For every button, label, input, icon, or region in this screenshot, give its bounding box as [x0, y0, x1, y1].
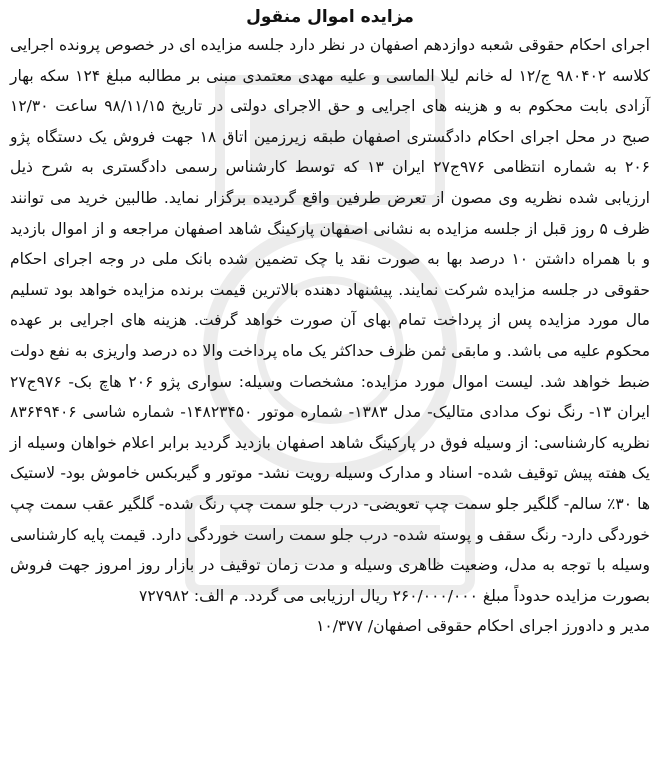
auction-notice: [10, 0, 650, 642]
notice-signature: مدیر و دادورز اجرای احکام حقوقی اصفهان/ ۱۰/۳۷۷: [316, 617, 650, 636]
notice-body: اجرای احکام حقوقی شعبه دوازدهم اصفهان در نظر دارد جلسه مزایده ای در خصوص پرونده اجرایی کلاسه ۹۸۰۴۰۲ ج/۱۲ له خانم لیلا الماسی و علیه مهدی معتمدی مبنی بر مطالبه مبلغ ۱۲۴ سکه بهار آزادی بابت محکوم به و هزینه های اجرایی و حق الاجرای دولتی در تاریخ ۹۸/۱۱/۱۵ ساعت ۱۲/۳۰ صبح در محل اجرای احکام دادگستری اصفهان طبقه زیرزمین اتاق ۱۸ جهت فروش یک دستگاه پژو ۲۰۶ به شماره انتظامی ۹۷۶ج۲۷ ایران ۱۳ که توسط کارشناس رسمی دادگستری به شرح ذیل ارزیابی شده نظریه وی مصون از تعرض طرفین واقع گردیده برگزار نماید. طالبین خرید می توانند ظرف ۵ روز قبل از جلسه مزایده به نشانی اصفهان پارکینگ شاهد اصفهان مراجعه و از اموال بازدید و با همراه داشتن ۱۰ درصد بها به صورت نقد یا چک تضمین شده بانک ملی در وجه اجرای احکام حقوقی در جلسه مزایده شرکت نمایند. پیشنهاد دهنده بالاترین قیمت برنده مزایده خواهد بود تسلیم مال مورد مزایده پس از پرداخت تمام بهای آن صورت خواهد گرفت. هزینه های اجرایی بر عهده محکوم علیه می باشد. و مابقی ثمن ظرف حداکثر یک ماه پرداخت والا ده درصد واریزی به نفع دولت ضبط خواهد شد. لیست اموال مورد مزایده: مشخصات وسیله: سواری پژو ۲۰۶ هاچ بک- ۹۷۶ج۲۷ ایران ۱۳- رنگ نوک مدادی متالیک- مدل ۱۳۸۳- شماره موتور ۱۴۸۲۳۴۵۰- شماره شاسی ۸۳۶۴۹۴۰۶ نظریه کارشناسی: از وسیله فوق در پارکینگ شاهد اصفهان بازدید گردید برابر اعلام خواهان وسیله از یک هفته پیش توقیف شده- اسناد و مدارک وسیله رویت نشد- موتور و گیربکس خاموش بود- لاستیک ها ۳۰٪ سالم- گلگیر جلو سمت چپ تعویضی- درب جلو سمت چپ رنگ شده- گلگیر عقب سمت چپ خوردگی دارد- رنگ سقف و پوسته شده- درب جلو سمت راست خوردگی دارد. قیمت پایه کارشناسی وسیله با توجه به مدل، وضعیت ظاهری وسیله و مدت زمان توقیف در بازار روز امروز جهت فروش بصورت مزایده حدوداً مبلغ ۲۶۰/۰۰۰/۰۰۰ ریال ارزیابی می گردد. م الف: ۷۲۷۹۸۲: [10, 36, 651, 605]
notice-title: مزایده اموال منقول: [246, 7, 414, 27]
